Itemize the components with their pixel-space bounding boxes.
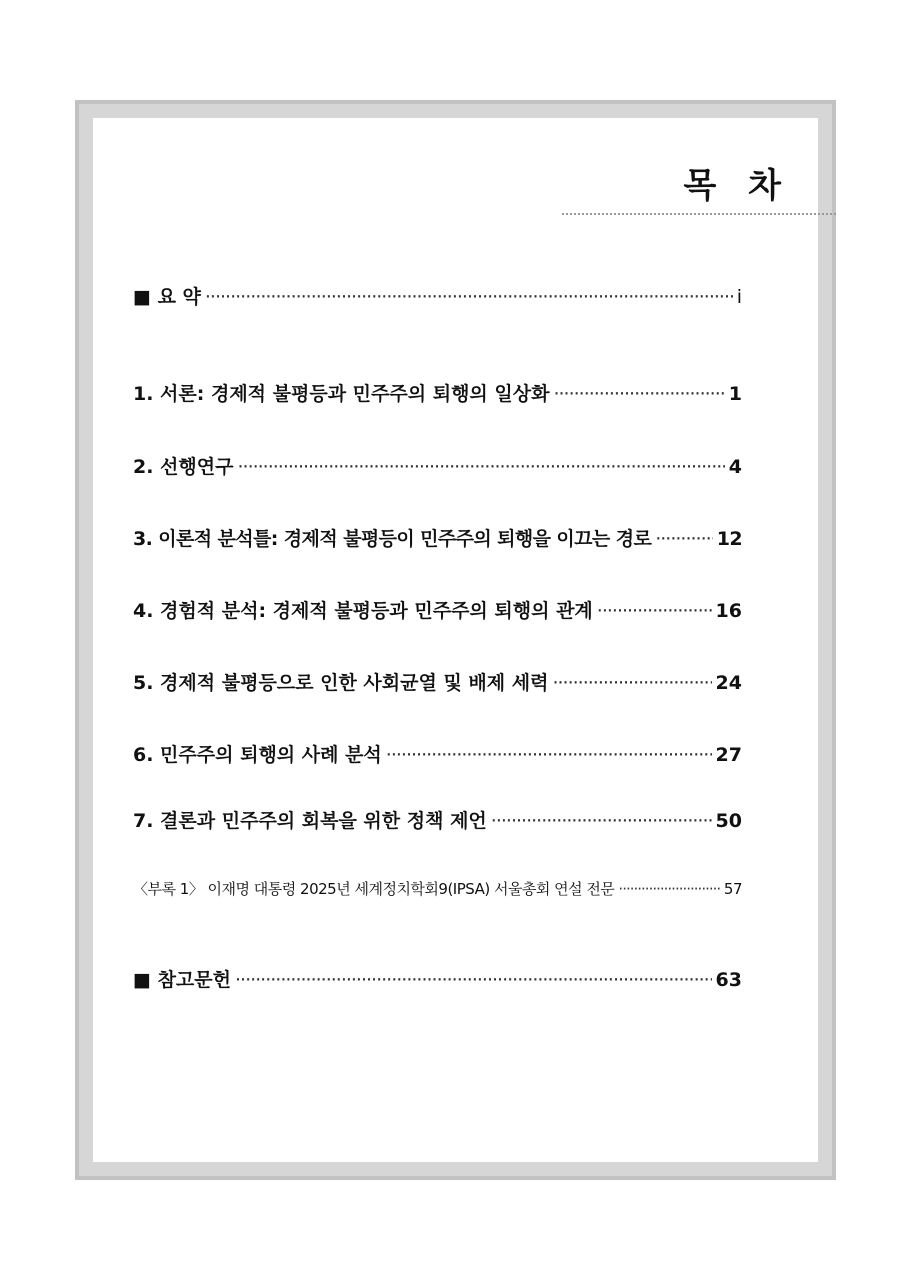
leader-dots — [205, 286, 733, 308]
entry-label: 2. 선행연구 — [133, 456, 234, 478]
toc-entry-6[interactable] — [133, 740, 742, 767]
entry-page: 57 — [723, 880, 742, 898]
entry-page: 16 — [715, 600, 742, 622]
entry-label: 〈부록 1〉 이재명 대통령 2025년 세계정치학회9(IPSA) 서울총회 연설 전문 — [133, 880, 615, 898]
entry-label: 4. 경험적 분석: 경제적 불평등과 민주주의 퇴행의 관계 — [133, 600, 593, 622]
entry-page: 4 — [728, 456, 742, 478]
entry-label: ■ 요 약 — [133, 286, 201, 308]
entry-page: 27 — [715, 744, 742, 766]
leader-dots — [386, 744, 712, 766]
toc-entry-summary[interactable] — [133, 282, 742, 309]
entry-page: 63 — [715, 969, 742, 991]
toc-entry-4[interactable] — [133, 596, 742, 623]
entry-label: 7. 결론과 민주주의 회복을 위한 정책 제언 — [133, 810, 487, 832]
leader-dots — [237, 456, 724, 478]
leader-dots — [235, 969, 712, 991]
entry-label: ■ 참고문헌 — [133, 969, 231, 991]
entry-page: 12 — [716, 528, 742, 550]
toc-entry-references[interactable] — [133, 965, 742, 992]
toc-entry-3[interactable] — [133, 524, 742, 551]
toc-entry-1[interactable] — [133, 379, 742, 406]
entry-page: 50 — [715, 810, 742, 832]
toc-title: 목 차 — [683, 166, 791, 206]
entry-label: 6. 민주주의 퇴행의 사례 분석 — [133, 744, 382, 766]
leader-dots — [618, 880, 719, 898]
toc-entry-7[interactable] — [133, 806, 742, 833]
leader-dots — [491, 810, 712, 832]
entry-label: 1. 서론: 경제적 불평등과 민주주의 퇴행의 일상화 — [133, 383, 550, 405]
toc-entry-2[interactable] — [133, 452, 742, 479]
leader-dots — [597, 600, 712, 622]
entry-page: i — [736, 286, 742, 308]
entry-label: 3. 이론적 분석틀: 경제적 불평등이 민주주의 퇴행을 이끄는 경로 — [133, 528, 652, 550]
leader-dots — [655, 528, 713, 550]
entry-label: 5. 경제적 불평등으로 인한 사회균열 및 배제 세력 — [133, 672, 549, 694]
toc-entry-appendix-1[interactable] — [133, 878, 742, 899]
page-body — [93, 118, 818, 1162]
leader-dots — [553, 383, 724, 405]
entry-page: 24 — [715, 672, 742, 694]
title-dotted-rule — [562, 213, 836, 215]
toc-entry-5[interactable] — [133, 668, 742, 695]
leader-dots — [552, 672, 711, 694]
entry-page: 1 — [728, 383, 742, 405]
